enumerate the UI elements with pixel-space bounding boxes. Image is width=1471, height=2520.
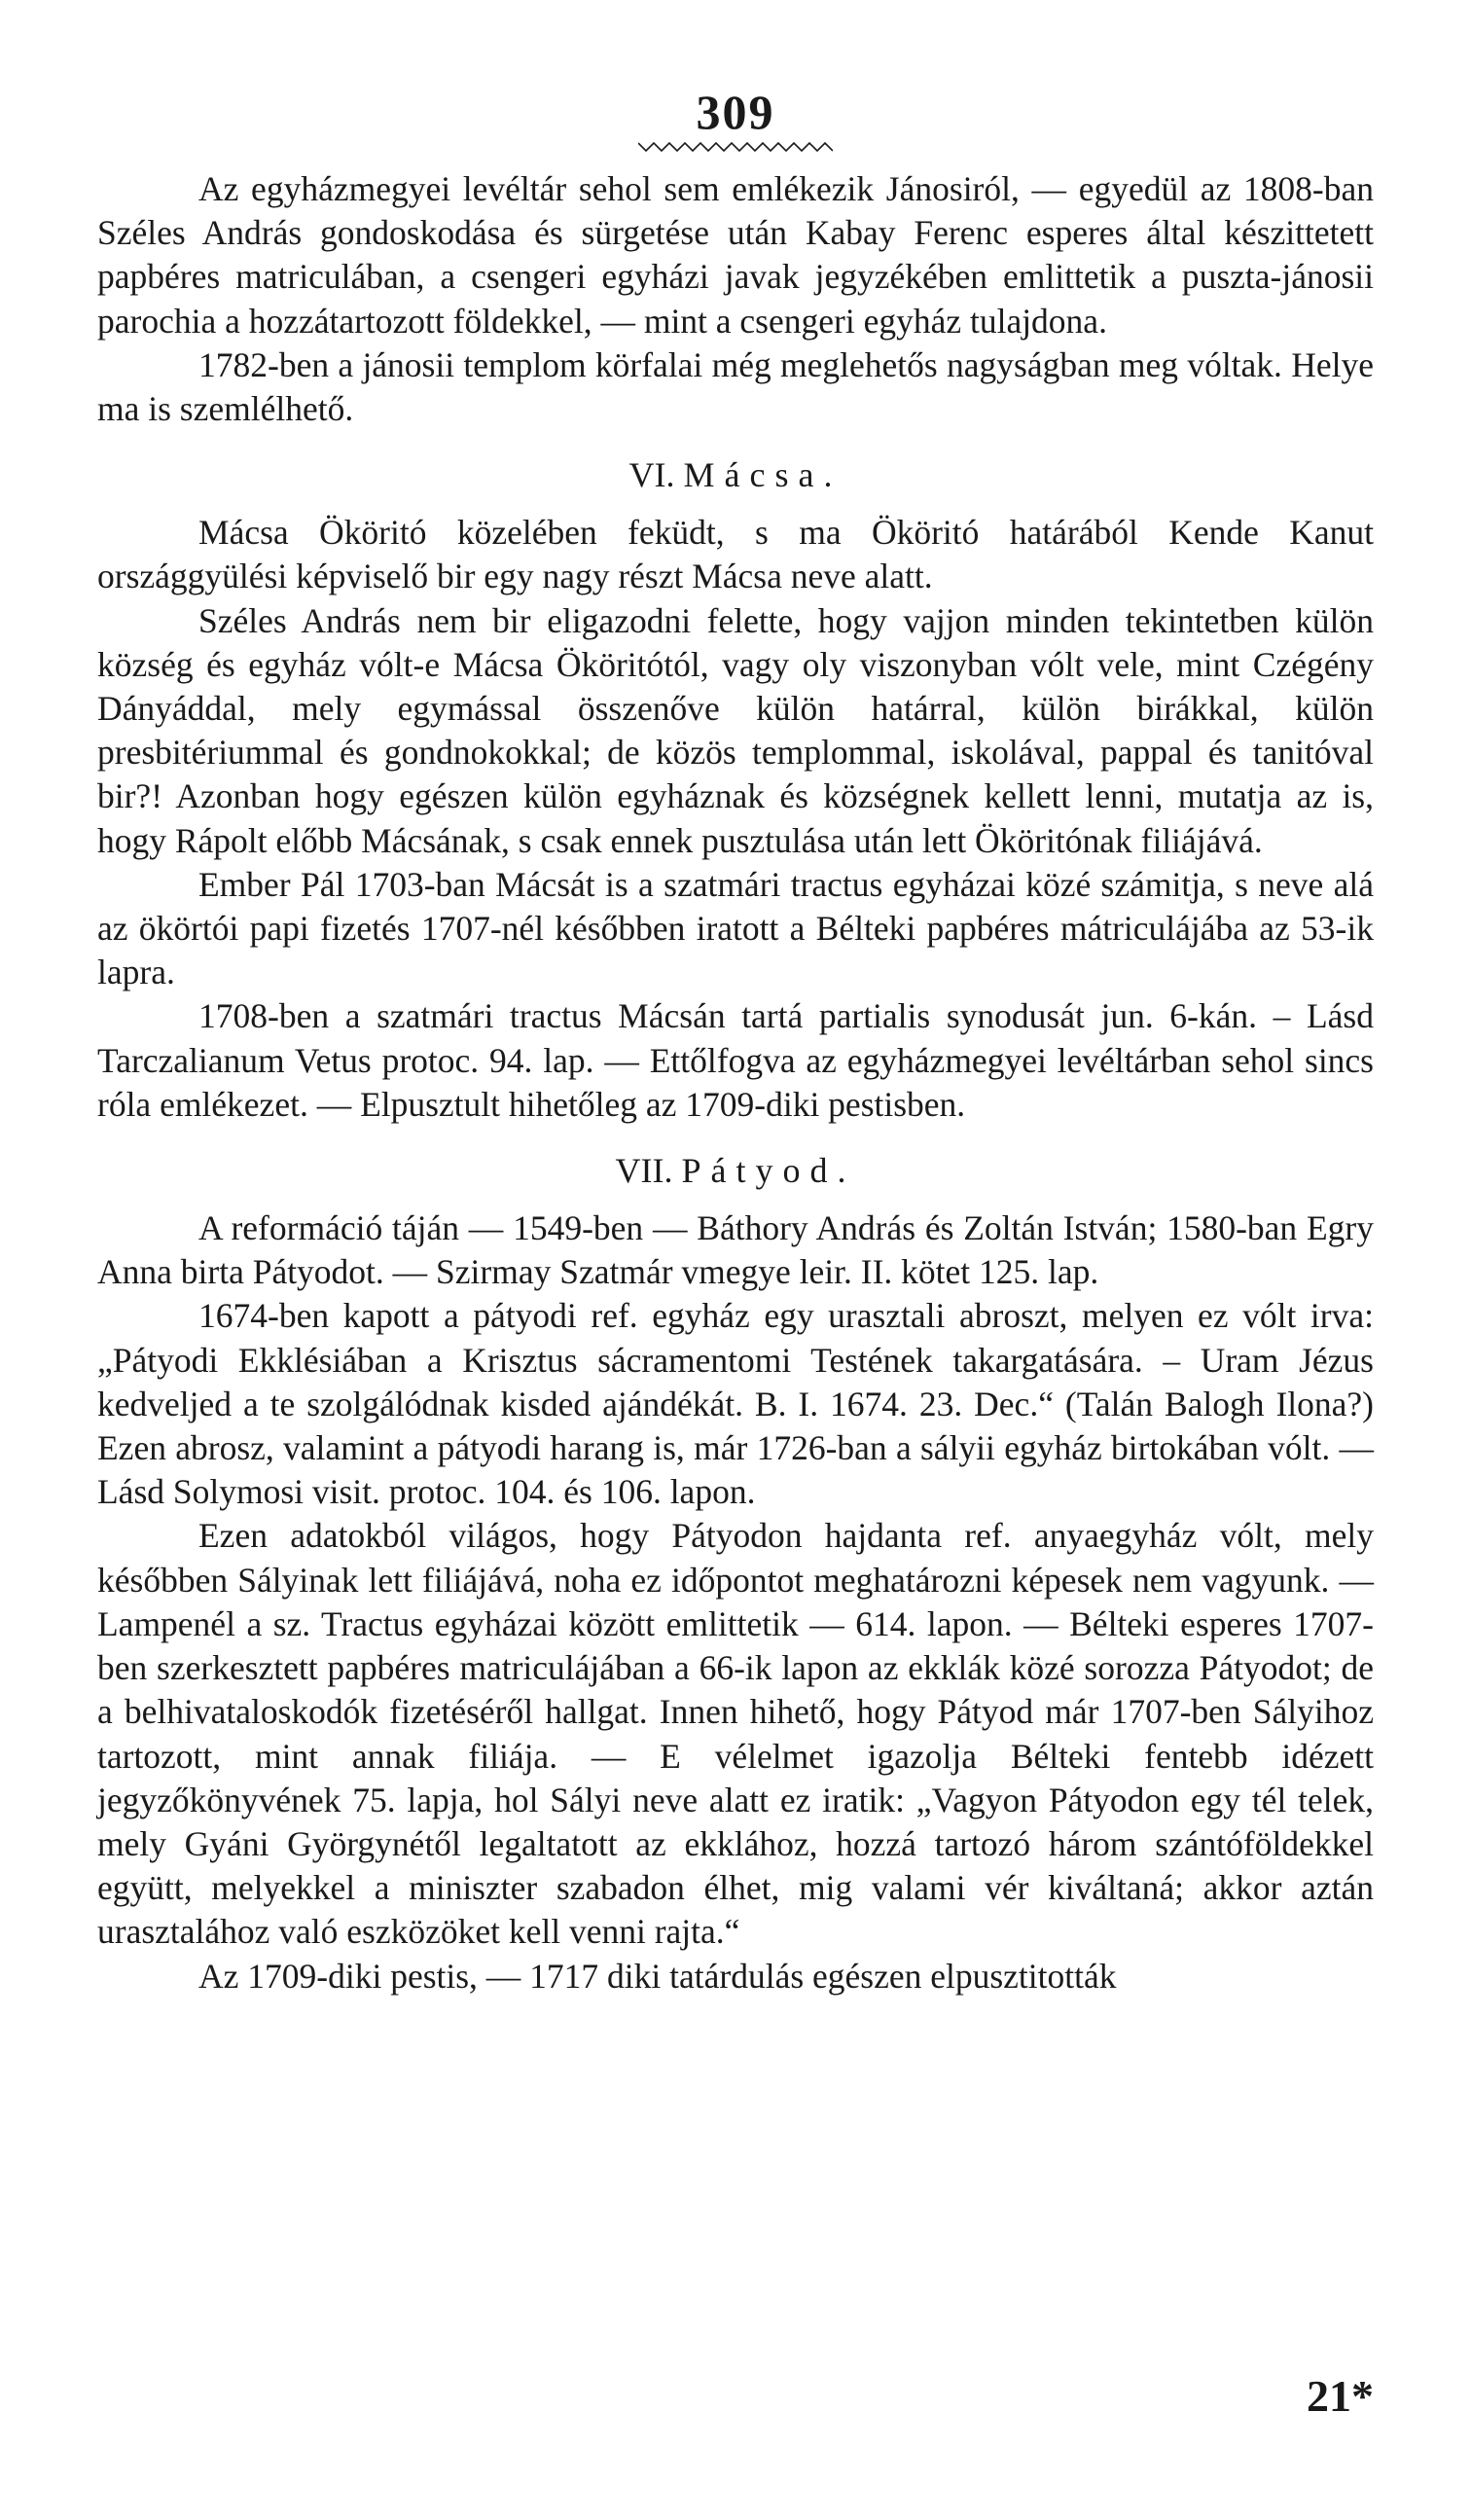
paragraph-patyod-data: Ezen adatokból világos, hogy Pátyodon hajdanta ref. anyaegyház vólt, mely későbben Sályinak lett filiájává, noha ez időpontot meghatározni képesek nem vagyunk. — Lampenél a sz. Tractus egyházai között emlittetik — 614. lapon. — Bélteki esperes 1707-ben szerkesztett papbéres matriculájában a 66-ik lapon az ekklák közé sorozza Pátyodot; de a belhivataloskodók fizetéséről hallgat. Innen hihető, hogy Pátyod már 1707-ben Sályihoz tartozott, mint annak filiája. — E vélelmet igazolja Bélteki fentebb idézett jegyzőkönyvének 75. lapja, hol Sályi neve alatt ez iratik: „Vagyon Pátyodon egy tél telek, mely Gyáni Györgynétől legaltatott az ekklához, hozzá tartozó három szántóföldekkel együtt, melyekkel a miniszter szabadon élhet, mig valami vér kiváltaná; akkor aztán urasztalához való eszközöket kell venni rajta.“	[97, 1516, 1374, 1952]
paragraph-janosi-1782: 1782-ben a jánosii templom körfalai még meglehetős nagyságban meg vóltak. Helye ma is szemlélhető.	[97, 344, 1374, 429]
paragraph-macsa-location: Mácsa Ököritó közelében feküdt, s ma Ököritó határából Kende Kanut országgyülési képviselő bir egy nagy részt Mácsa neve alatt.	[97, 513, 1374, 596]
body-text	[97, 167, 1374, 1998]
paragraph-patyod-1674: 1674-ben kapott a pátyodi ref. egyház egy urasztali abroszt, melyen ez vólt irva: „Pátyodi Ekklésiában a Krisztus sácramentomi Testének takargatására. – Uram Jézus kedveljed a te szolgálódnak kisded ajándékát. B. I. 1674. 23. Dec.“ (Talán Balogh Ilona?) Ezen abrosz, valamint a pátyodi harang is, már 1726-ban a sályii egyház birtokában vólt. — Lásd Solymosi visit. protoc. 104. és 106. lapon.	[97, 1296, 1374, 1512]
section-numeral: VI.	[628, 455, 675, 495]
zigzag-ornament-icon	[638, 140, 833, 154]
section-title: Pátyod.	[681, 1151, 856, 1191]
paragraph-patyod-reformation: A reformáció táján — 1549-ben — Báthory András és Zoltán István; 1580-ban Egry Anna birta Pátyodot. — Szirmay Szatmár vmegye leir. II. kötet 125. lap.	[97, 1208, 1374, 1292]
paragraph-patyod-1709: Az 1709-diki pestis, — 1717 diki tatárdulás egészen elpusztitották	[198, 1956, 1117, 1996]
section-heading-patyod	[97, 1148, 1374, 1193]
section-heading-macsa	[97, 452, 1374, 497]
page-number: 309	[696, 85, 775, 139]
paragraph-janosi-archive: Az egyházmegyei levéltár sehol sem emlékezik Jánosiról, — egyedül az 1808-ban Széles András gondoskodása és sürgetése után Kabay Ferenc esperes által készittetett papbéres matriculában, a csengeri egyházi javak jegyzékében emlittetik a puszta-jánosii parochia a hozzátartozott földekkel, — mint a csengeri egyház tulajdona.	[97, 169, 1374, 341]
book-page	[97, 86, 1374, 1998]
section-numeral: VII.	[615, 1151, 673, 1191]
paragraph-macsa-szeles: Széles András nem bir eligazodni felette, hogy vajjon minden tekintetben külön község és egyház vólt-e Mácsa Ököritótól, vagy oly viszonyban vólt vele, mint Czégény Dányáddal, mely egymással összenőve külön határral, külön birákkal, külön presbitériummal és gondnokokkal; de közös templommal, iskolával, pappal és tanitóval bir?! Azonban hogy egészen külön egyháznak és községnek kellett lenni, mutatja az is, hogy Rápolt előbb Mácsának, s csak ennek pusztulása után lett Ököritónak filiájává.	[97, 600, 1374, 860]
paragraph-macsa-ember-pal: Ember Pál 1703-ban Mácsát is a szatmári tractus egyházai közé számitja, s neve alá az ökörtói papi fizetés 1707-nél későbben iratott a Bélteki papbéres mátriculájába az 53-ik lapra.	[97, 864, 1374, 992]
section-title: Mácsa.	[683, 455, 843, 495]
paragraph-macsa-1708: 1708-ben a szatmári tractus Mácsán tartá partialis synodusát jun. 6-kán. – Lásd Tarczalianum Vetus protoc. 94. lap. — Ettőlfogva az egyházmegyei levéltárban sehol sincs róla emlékezet. — Elpusztult hihetőleg az 1709-diki pestisben.	[97, 996, 1374, 1124]
signature-mark: 21*	[1307, 2371, 1374, 2421]
